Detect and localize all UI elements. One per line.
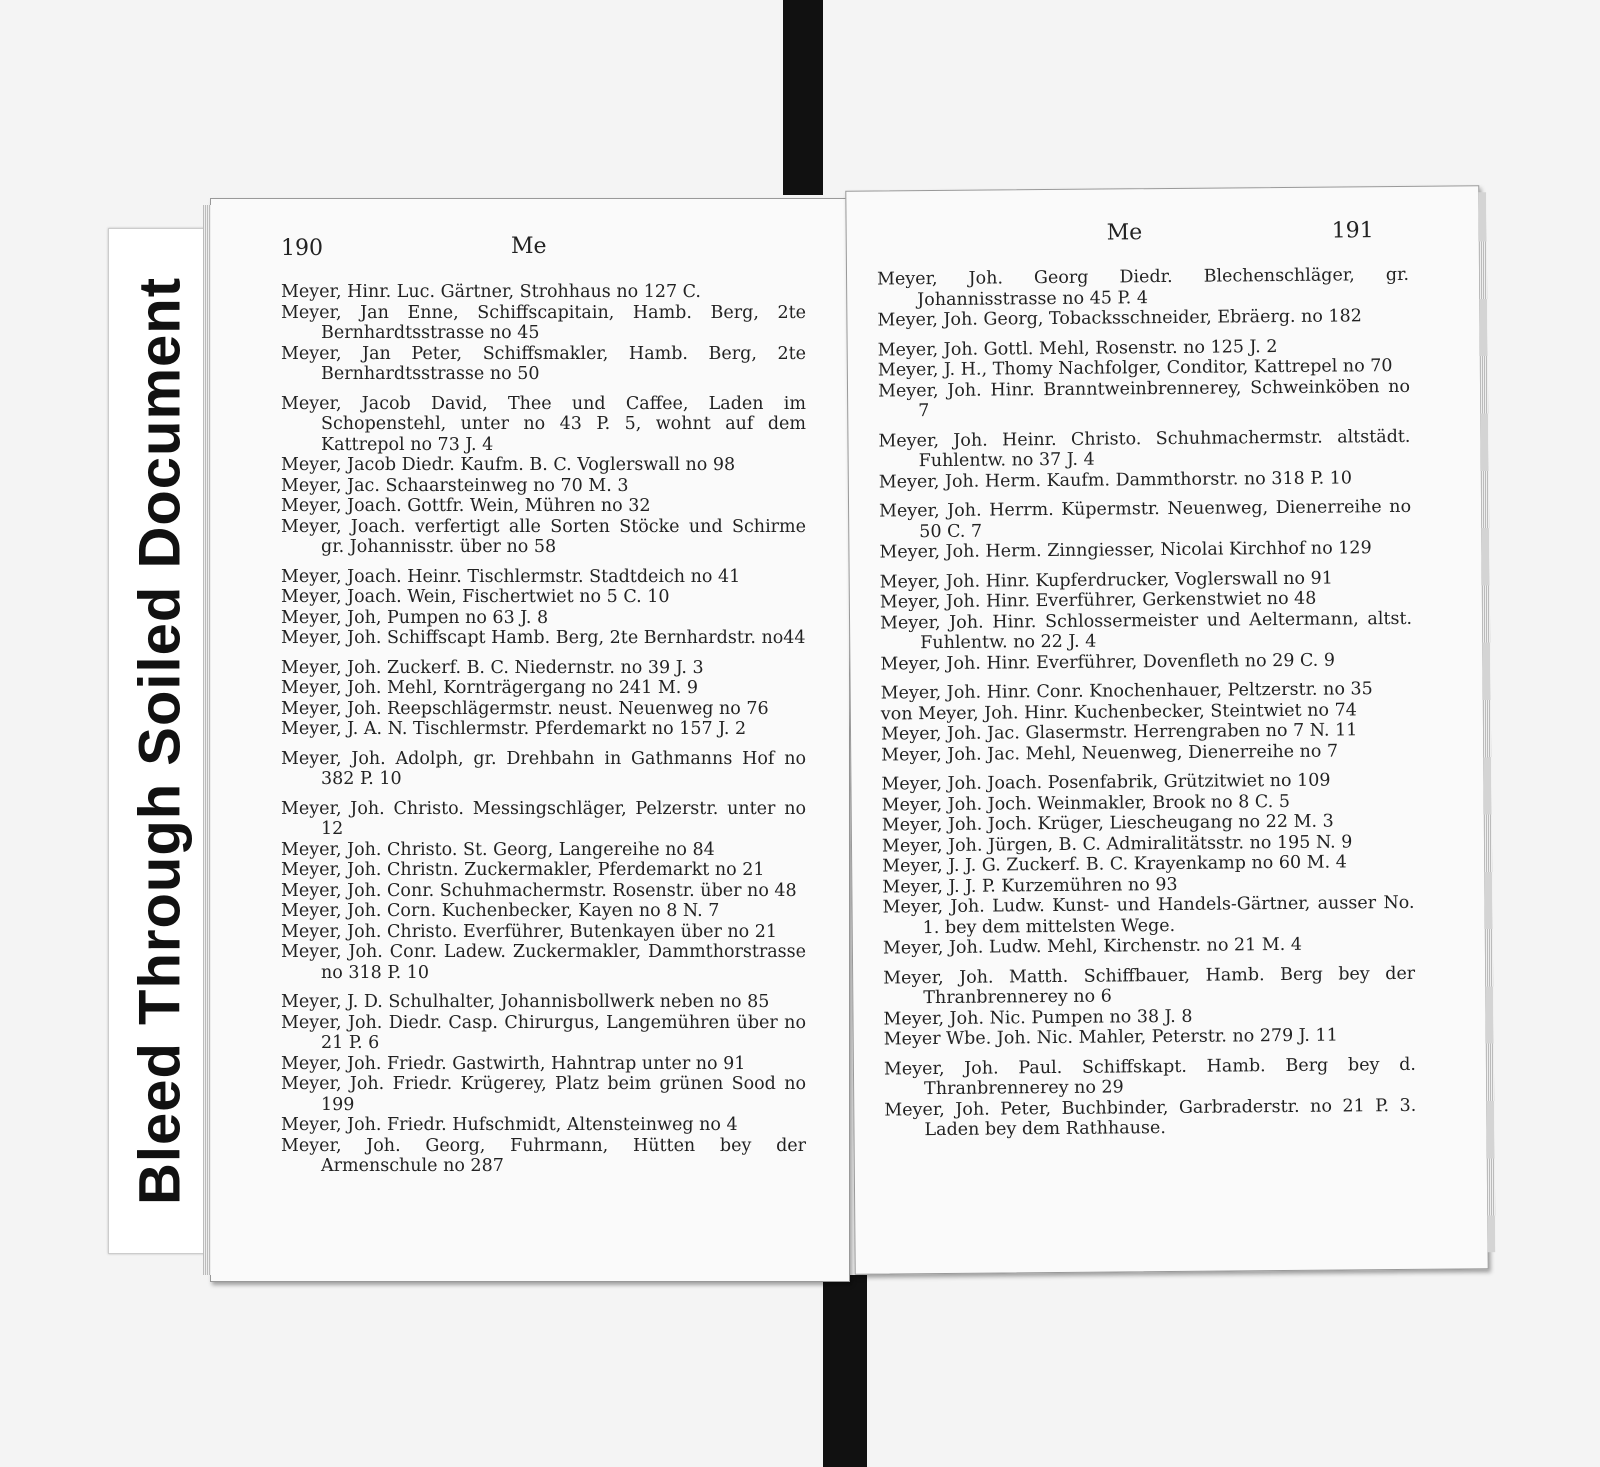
directory-entry: Meyer, Joach. verfertigt alle Sorten Stöcke und Schirme gr. Johannisstr. über no 58 (281, 516, 806, 557)
right-page (845, 185, 1488, 1274)
directory-entry: Meyer, J. H., Thomy Nachfolger, Conditor, Kattrepel no 70 (877, 356, 1393, 381)
directory-entry: Meyer, Joh. Herm. Zinngiesser, Nicolai Kirchhof no 129 (879, 538, 1372, 563)
directory-entry: Meyer, Joh. Matth. Schiffbauer, Hamb. Berg bey der Thranbrennerey no 6 (883, 963, 1416, 1009)
directory-entry: Meyer, Joh. Paul. Schiffskapt. Hamb. Berg bey d. Thranbrennerey no 29 (883, 1054, 1417, 1100)
directory-entry: Meyer, Joh. Ludw. Kunst- und Handels-Gärtner, ausser No. 1. bey dem mittelsten Wege. (882, 892, 1415, 938)
directory-entry: Meyer, Jacob Diedr. Kaufm. B. C. Voglerswall no 98 (281, 455, 736, 475)
directory-entry: Meyer, Joh. Herrm. Küpermstr. Neuenweg, Dienerreihe no 50 C. 7 (878, 496, 1412, 542)
book-spine-bottom (823, 1275, 867, 1467)
directory-entry: Meyer, Joh. Hinr. Branntweinbrennerey, Schweinköben no 7 (877, 376, 1411, 422)
directory-entry: Meyer, Joh. Hinr. Kupferdrucker, Voglerswall no 91 (879, 568, 1333, 593)
page-number: 190 (281, 236, 323, 261)
side-label-text: Bleed Through Soiled Document (127, 276, 193, 1206)
directory-entry: Meyer, Joh. Diedr. Casp. Chirurgus, Langemühren über no 21 P. 6 (281, 1012, 806, 1053)
directory-entry: Meyer, Joh. Christo. Everführer, Butenkayen über no 21 (281, 921, 778, 942)
directory-entry: Meyer, Joh. Christo. St. Georg, Langereihe no 84 (281, 839, 715, 860)
directory-entry: Meyer, Joh. Zuckerf. B. C. Niedernstr. no 39 J. 3 (281, 657, 704, 678)
directory-entry: Meyer, Joh. Jac. Mehl, Neuenweg, Dienerreihe no 7 (881, 741, 1339, 765)
directory-entry: Meyer, Joh. Georg, Tobacksschneider, Ebräerg. no 182 (877, 306, 1362, 331)
directory-entry: Meyer, Joh. Hinr. Everführer, Dovenfleth no 29 C. 9 (880, 650, 1336, 674)
directory-entry: Meyer, Joach. Gottfr. Wein, Mühren no 32 (281, 496, 651, 516)
directory-entry: Meyer, J. J. G. Zuckerf. B. C. Krayenkamp no 60 M. 4 (882, 852, 1347, 877)
directory-entry: Meyer, Joh. Joch. Krüger, Liescheugang no 22 M. 3 (881, 811, 1334, 836)
directory-entry: Meyer, Joh. Friedr. Gastwirth, Hahntrap unter no 91 (281, 1053, 746, 1074)
side-label (108, 228, 212, 1254)
directory-entry: Meyer, Joh. Adolph, gr. Drehbahn in Gathmanns Hof no 382 P. 10 (281, 748, 806, 789)
directory-entry: Meyer, J. D. Schulhalter, Johannisbollwerk neben no 85 (281, 992, 770, 1012)
entry-list (281, 282, 806, 1177)
directory-entry: Meyer, Joh. Hinr. Everführer, Gerkenstwiet no 48 (879, 588, 1317, 613)
directory-entry: Meyer, Joh. Mehl, Kornträgergang no 241 M. 9 (281, 678, 699, 698)
directory-entry: Meyer, Joh. Jac. Glasermstr. Herrengraben no 7 N. 11 (880, 720, 1358, 745)
directory-entry: Meyer, Joh. Joch. Weinmakler, Brook no 8 C. 5 (881, 791, 1290, 815)
entry-list (877, 265, 1417, 1141)
page-number: 191 (1331, 218, 1374, 244)
directory-entry: von Meyer, Joh. Hinr. Kuchenbecker, Steintwiet no 74 (880, 699, 1357, 724)
directory-entry: Meyer, Joh. Herm. Kaufm. Dammthorstr. no 318 P. 10 (878, 467, 1353, 493)
directory-entry: Meyer, Joh. Schiffscapt Hamb. Berg, 2te Bernhardstr. no44 (281, 628, 806, 648)
directory-entry: Meyer, Joh. Jürgen, B. C. Admiralitätsstr. no 195 N. 9 (881, 831, 1353, 856)
directory-entry: Meyer, Joh. Christo. Messingschläger, Pelzerstr. unter no 12 (281, 798, 806, 839)
directory-entry: Meyer, Joh. Corn. Kuchenbecker, Kayen no 8 N. 7 (281, 901, 720, 921)
directory-entry: Meyer, Joach. Wein, Fischertwiet no 5 C. 10 (281, 587, 670, 607)
directory-entry: Meyer, Hinr. Luc. Gärtner, Strohhaus no 127 C. (281, 282, 701, 302)
directory-entry: Meyer, J. A. N. Tischlermstr. Pferdemarkt no 157 J. 2 (281, 719, 747, 739)
directory-entry: Meyer, Joh. Ludw. Mehl, Kirchenstr. no 21 M. 4 (882, 934, 1303, 959)
directory-entry: Meyer, Joh. Hinr. Conr. Knochenhauer, Peltzerstr. no 35 (880, 679, 1373, 704)
directory-entry: Meyer, Joh. Conr. Schuhmachermstr. Rosenstr. über no 48 (281, 880, 797, 901)
directory-entry: Meyer, Jacob David, Thee und Caffee, Laden im Schopenstehl, unter no 43 P. 5, wohnt auf dem Kattrepol no 73 J. 4 (281, 393, 806, 455)
left-page (210, 198, 850, 1282)
directory-entry: Meyer, Joh. Peter, Buchbinder, Garbraderstr. no 21 P. 3. Laden bey dem Rathhause. (884, 1095, 1417, 1141)
directory-entry: Meyer, Joh, Pumpen no 63 J. 8 (281, 607, 549, 628)
book-spine-top (783, 0, 823, 195)
directory-entry: Meyer, Jan Enne, Schiffscapitain, Hamb. Berg, 2te Bernhardtsstrasse no 45 (281, 302, 806, 343)
page-header: Me (1106, 220, 1143, 246)
directory-entry: Meyer, Joh. Reepschlägermstr. neust. Neuenweg no 76 (281, 698, 769, 719)
directory-entry: Meyer, J. J. P. Kurzemühren no 93 (882, 874, 1178, 897)
directory-entry: Meyer, Jan Peter, Schiffsmakler, Hamb. Berg, 2te Bernhardtsstrasse no 50 (281, 343, 806, 384)
page-header: Me (511, 234, 547, 259)
directory-entry: Meyer, Joh. Nic. Pumpen no 38 J. 8 (883, 1006, 1193, 1029)
directory-entry: Meyer, Joh. Georg Diedr. Blechenschläger, gr. Johannisstrasse no 45 P. 4 (876, 264, 1410, 310)
directory-entry: Meyer, Joach. Heinr. Tischlermstr. Stadtdeich no 41 (281, 566, 741, 587)
directory-entry: Meyer, Joh. Hinr. Schlossermeister und Aeltermann, altst. Fuhlentw. no 22 J. 4 (879, 608, 1413, 654)
directory-entry: Meyer, Joh. Joach. Posenfabrik, Grützitwiet no 109 (881, 770, 1331, 795)
directory-entry: Meyer, Joh. Georg, Fuhrmann, Hütten bey der Armenschule no 287 (281, 1135, 806, 1176)
directory-entry: Meyer, Jac. Schaarsteinweg no 70 M. 3 (281, 475, 629, 496)
directory-entry: Meyer Wbe. Joh. Nic. Mahler, Peterstr. no 279 J. 11 (883, 1025, 1338, 1050)
directory-entry: Meyer, Joh. Gottl. Mehl, Rosenstr. no 125 J. 2 (877, 336, 1278, 361)
directory-entry: Meyer, Joh. Christn. Zuckermakler, Pferdemarkt no 21 (281, 860, 765, 880)
directory-entry: Meyer, Joh. Heinr. Christo. Schuhmachermstr. altstädt. Fuhlentw. no 37 J. 4 (878, 426, 1411, 472)
directory-entry: Meyer, Joh. Friedr. Hufschmidt, Altensteinweg no 4 (281, 1115, 738, 1135)
directory-entry: Meyer, Joh. Conr. Ladew. Zuckermakler, Dammthorstrasse no 318 P. 10 (281, 942, 806, 983)
directory-entry: Meyer, Joh. Friedr. Krügerey, Platz beim grünen Sood no 199 (281, 1074, 806, 1115)
